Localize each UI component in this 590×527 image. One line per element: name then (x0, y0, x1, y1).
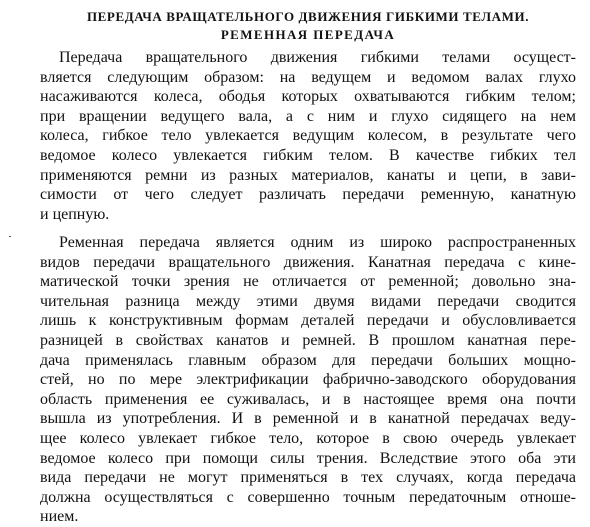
scan-speck (9, 236, 11, 237)
text-line: нием. (40, 508, 79, 526)
text-line: вляется следующим образом: на ведущем и ведомом валах глухо (40, 68, 576, 86)
paragraph-1 (40, 48, 576, 224)
text-line: симости от чего следует различать передачи ременную, канатную (40, 186, 576, 204)
text-line: должна осуществляться с совершенно точным передаточным отноше- (40, 488, 576, 506)
text-line: и цепную. (40, 205, 110, 223)
text-line: при вращении ведущего вала, а с ним и глухо сидящего на нем (40, 107, 576, 125)
text-line: колеса, гибкое тело увлекается ведущим колесом, в результате чего (40, 127, 576, 145)
text-line: дача применялась главным образом для передачи больших мощно- (40, 351, 576, 369)
text-line: лишь к конструктивным формам деталей передачи и обусловливается (40, 312, 576, 330)
text-line: матической точки зрения не отличается от ременной; довольно зна- (40, 273, 576, 291)
page-title: ПЕРЕДАЧА ВРАЩАТЕЛЬНОГО ДВИЖЕНИЯ ГИБКИМИ ТЕЛАМИ. (86, 9, 530, 24)
text-line: вышла из употребления. И в ременной и в канатной передачах веду- (40, 410, 576, 428)
text-line: щее колесо увлекает гибкое тело, которое в свою очередь увлекает (40, 429, 576, 447)
text-line: разницей в свойствах канатов и ремней. В прошлом канатная пере- (40, 331, 576, 349)
page-subtitle: РЕМЕННАЯ ПЕРЕДАЧА (220, 27, 396, 42)
text-line: область применения ее суживалась, и в настоящее время она почти (40, 390, 576, 408)
text-line: ведомое колесо увлекается гибким телом. В качестве гибких тел (40, 146, 576, 164)
text-line: видов передачи вращательного движения. Канатная передача с кине- (40, 253, 576, 271)
text-line: Передача вращательного движения гибкими телами осущест- (59, 49, 576, 66)
text-line: ведомое колесо при помощи силы трения. Вследствие этого оба эти (40, 449, 576, 467)
text-line: применяются ремни из разных материалов, канаты и цепи, в зави- (40, 166, 576, 184)
text-line: чительная разница между этими двумя видами передачи сводится (40, 292, 576, 310)
text-line: вида передачи не могут применяться в тех случаях, когда передача (40, 469, 576, 487)
text-line: стей, но по мере электрификации фабрично-заводского оборудования (40, 371, 576, 389)
text-line: насаживаются колеса, ободья которых охватываются гибким телом; (40, 88, 576, 106)
text-line: Ременная передача является одним из широко распространенных (59, 234, 576, 251)
paragraph-2 (40, 233, 576, 527)
